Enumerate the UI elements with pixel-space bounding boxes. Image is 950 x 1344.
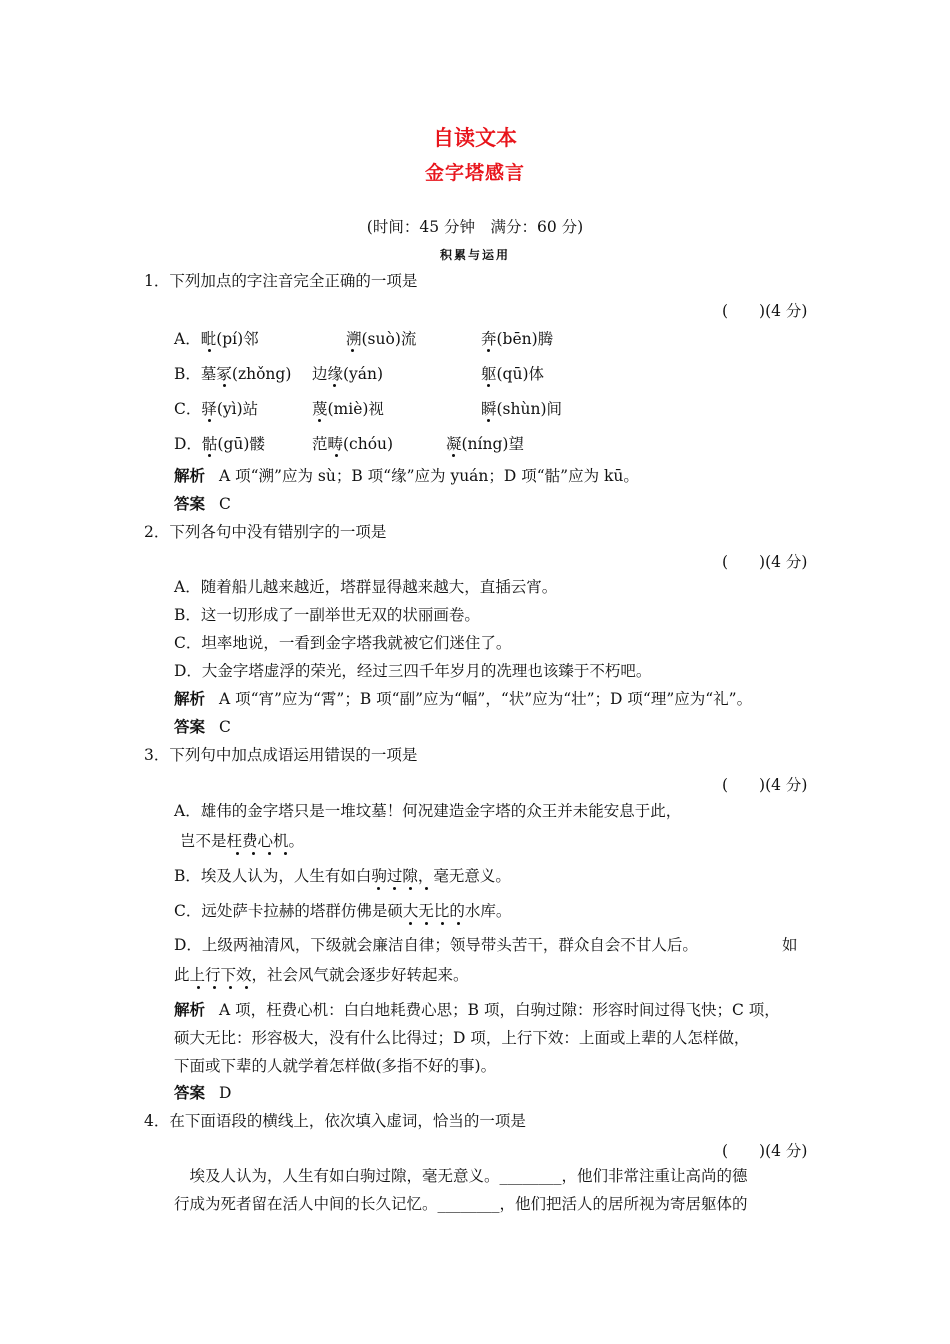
q1-option-d-2: 范畴(chóu) [312, 435, 394, 453]
answer-label: 答案 [174, 1083, 206, 1102]
emphasis-dot [268, 852, 271, 855]
emphasis-dot [425, 887, 428, 890]
q4-passage-line1: 埃及人认为，人生有如白驹过隙，毫无意义。________，他们非常注重让高尚的德 [174, 1167, 748, 1185]
emphasis-dot [223, 384, 226, 387]
emphasis-dot [252, 852, 255, 855]
q3-option-a-line2: 岂不是枉费心机。 [180, 832, 305, 850]
q2-analysis-text: A 项“宵”应为“霄”；B 项“副”应为“幅”，“状”应为“壮”；D 项“理”应为“礼”。 [219, 690, 753, 708]
question-2-stem: 2．下列各句中没有错别字的一项是 [144, 523, 387, 541]
q3-option-c: C．远处萨卡拉赫的塔群仿佛是硕大无比的水库。 [174, 902, 512, 920]
q1-option-d-3: 凝(níng)望 [446, 435, 524, 453]
q3-option-d-line1-end: 如 [782, 936, 798, 954]
q1-option-d-1: D．骷(gū)髅 [174, 435, 265, 453]
emphasis-dot [457, 922, 460, 925]
emphasis-dot [197, 986, 200, 989]
emphasis-dot [245, 986, 248, 989]
q3-analysis-line3: 下面或下辈的人就学着怎样做(多指不好的事)。 [174, 1057, 497, 1075]
q4-passage-line2: 行成为死者留在活人中间的长久记忆。________，他们把活人的居所视为寄居躯体的 [174, 1195, 748, 1213]
emphasis-dot [487, 349, 490, 352]
q1-option-a-1: A．毗(pí)邻 [174, 330, 259, 348]
emphasis-dot [333, 384, 336, 387]
q3-answer [174, 1083, 231, 1103]
question-4-stem: 4．在下面语段的横线上，依次填入虚词，恰当的一项是 [144, 1112, 526, 1130]
q1-option-b-3: 躯(qū)体 [481, 365, 544, 383]
emphasis-dot [409, 887, 412, 890]
q1-option-c-2: 蔑(miè)视 [312, 400, 384, 418]
emphasis-dot [284, 852, 287, 855]
emphasis-dot [351, 349, 354, 352]
emphasis-dot [318, 419, 321, 422]
analysis-label: 解析 [174, 466, 206, 485]
question-2-score: ( )(4 分) [722, 553, 808, 571]
question-4-score: ( )(4 分) [722, 1142, 808, 1160]
q3-option-d-line1: D．上级两袖清风，下级就会廉洁自律；领导带头苦干，群众自会不甘人后。 [174, 936, 698, 954]
q2-option-c: C．坦率地说，一看到金字塔我就被它们迷住了。 [174, 634, 512, 652]
emphasis-dot [208, 419, 211, 422]
emphasis-dot [409, 922, 412, 925]
emphasis-dot [425, 922, 428, 925]
q1-option-a-3: 奔(bēn)腾 [481, 330, 554, 348]
emphasis-dot [236, 852, 239, 855]
q2-analysis [174, 689, 752, 709]
q3-analysis-line1: A 项，枉费心机：白白地耗费心思；B 项，白驹过隙：形容时间过得飞快；C 项， [219, 1001, 780, 1019]
q1-option-a-2: 溯(suò)流 [346, 330, 417, 348]
time-info: (时间：45 分钟 满分：60 分) [366, 218, 584, 236]
analysis-label: 解析 [174, 1000, 206, 1019]
q3-option-b: B．埃及人认为，人生有如白驹过隙，毫无意义。 [174, 867, 511, 885]
q1-option-c-3: 瞬(shùn)间 [481, 400, 562, 418]
q2-answer [174, 717, 231, 737]
q2-answer-value: C [219, 718, 231, 736]
q3-option-d-line2: 此上行下效，社会风气就会逐步好转起来。 [174, 966, 469, 984]
q4-passage [174, 1162, 814, 1218]
emphasis-dot [208, 454, 211, 457]
q2-option-d: D．大金字塔虚浮的荣光，经过三四千年岁月的冼理也该臻于不朽吧。 [174, 662, 652, 680]
question-3-stem: 3．下列句中加点成语运用错误的一项是 [144, 746, 418, 764]
emphasis-dot [213, 986, 216, 989]
emphasis-dot [441, 922, 444, 925]
emphasis-dot [452, 454, 455, 457]
emphasis-dot [229, 986, 232, 989]
emphasis-dot [487, 419, 490, 422]
question-1-score: ( )(4 分) [722, 302, 808, 320]
q3-answer-value: D [219, 1084, 232, 1102]
q3-analysis-line2: 硕大无比：形容极大，没有什么比得过；D 项，上行下效：上面或上辈的人怎样做， [174, 1029, 750, 1047]
page-title: 自读文本 [433, 125, 517, 150]
emphasis-dot [208, 349, 211, 352]
emphasis-dot [377, 887, 380, 890]
q1-analysis-text: A 项“溯”应为 sù；B 项“缘”应为 yuán；D 项“骷”应为 kū。 [219, 467, 639, 485]
question-3-score: ( )(4 分) [722, 776, 808, 794]
question-1-stem: 1．下列加点的字注音完全正确的一项是 [144, 272, 418, 290]
q2-option-b: B．这一切形成了一副举世无双的状丽画卷。 [174, 606, 480, 624]
q1-option-b-1: B．墓冢(zhǒng) [174, 365, 292, 383]
q3-analysis [174, 996, 814, 1080]
section-heading: 积累与运用 [439, 248, 510, 262]
q1-option-c-1: C．驿(yì)站 [174, 400, 259, 418]
q1-option-b-2: 边缘(yán) [312, 365, 384, 383]
analysis-label: 解析 [174, 689, 206, 708]
q1-analysis [174, 466, 639, 486]
emphasis-dot [393, 887, 396, 890]
answer-label: 答案 [174, 717, 206, 736]
q3-option-a-line1: A．雄伟的金字塔只是一堆坟墓！何况建造金字塔的众王并未能安息于此， [174, 802, 682, 820]
emphasis-dot [335, 454, 338, 457]
answer-label: 答案 [174, 494, 206, 513]
emphasis-dot [487, 384, 490, 387]
q2-option-a: A．随着船儿越来越近，塔群显得越来越大，直插云宵。 [174, 578, 558, 596]
page-subtitle: 金字塔感言 [424, 162, 525, 184]
q1-answer-value: C [219, 495, 231, 513]
q1-answer [174, 494, 231, 514]
